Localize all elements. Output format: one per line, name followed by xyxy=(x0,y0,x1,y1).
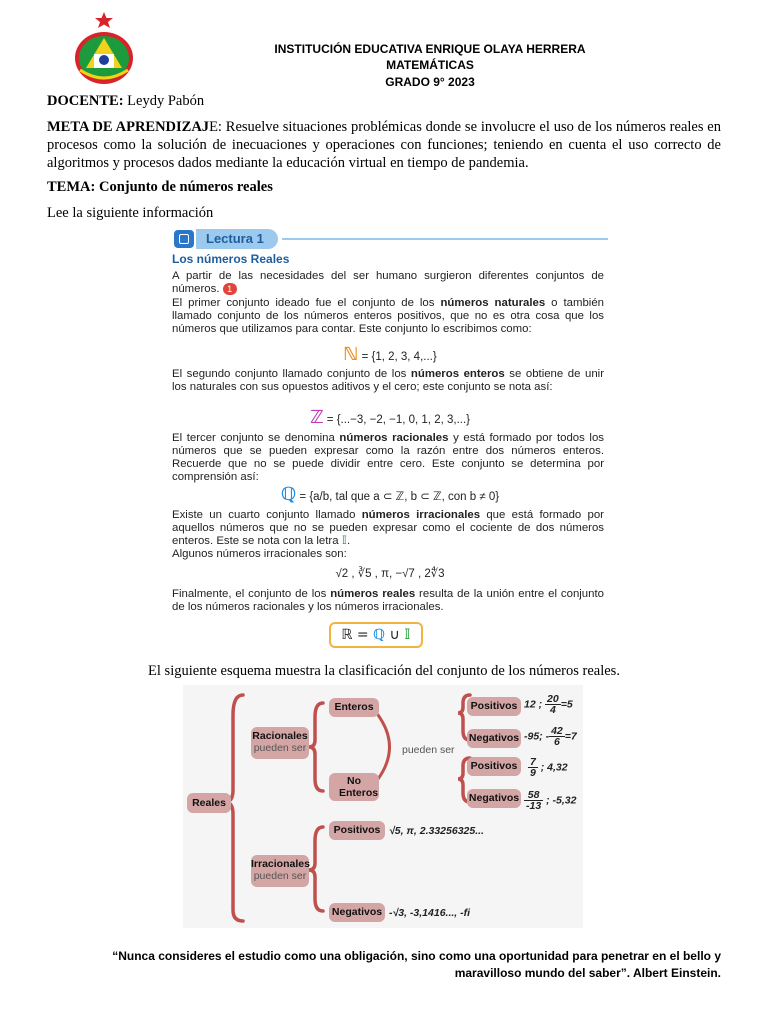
ex-eq: =7 xyxy=(564,730,577,743)
node-racionales xyxy=(251,727,309,759)
p4-b: números racionales xyxy=(339,432,449,444)
tema-label: TEMA: xyxy=(47,179,96,195)
node-enteros: Enteros xyxy=(329,698,379,717)
example-irracionales-negativos: -√3, -3,1416..., -fi xyxy=(389,907,471,919)
node-no-enteros: No Enteros xyxy=(329,773,379,801)
diagram-braces xyxy=(183,685,583,928)
p1-text: A partir de las necesidades del ser humano surgieron diferentes conjuntos de números. xyxy=(172,270,604,296)
ex-frac: $\frac{7}{9}$ xyxy=(530,756,536,779)
lectura-p3 xyxy=(172,368,604,394)
ex-eq: =5 xyxy=(560,698,573,711)
lectura-title: Lectura 1 xyxy=(196,229,278,249)
rationals-formula xyxy=(170,484,610,505)
example-no-enteros-negativos xyxy=(524,790,576,811)
irrationals-letter: 𝕀 xyxy=(341,535,347,547)
pueden-ser-arc xyxy=(378,715,390,779)
note-marker: 1 xyxy=(223,283,237,295)
ex-frac: $\frac{20}{4}$ xyxy=(547,693,559,716)
grade-line: GRADO 9° 2023 xyxy=(385,75,475,89)
tema-line xyxy=(47,178,721,196)
p5-b: números irracionales xyxy=(361,509,481,521)
node-irracionales xyxy=(251,855,309,887)
docente-value: Leydy Pabón xyxy=(123,93,205,109)
docente-label: DOCENTE: xyxy=(47,93,124,109)
school-logo xyxy=(72,10,136,86)
meta-paragraph xyxy=(47,118,721,172)
pueden-ser-label: pueden ser xyxy=(402,744,455,756)
quote-line-2: maravilloso mundo del saber”. Albert Einstein. xyxy=(454,966,721,980)
meta-text: E: Resuelve situaciones problémicas donde se involucre el uso de los números reales en procesos como la solución de inecuaciones y operaciones con funciones; teniendo en cuenta el uso correcto de algoritmos y procesos dados mediante la educación virtual en tiempo de pandemia. xyxy=(47,119,721,171)
node-enteros-positivos: Positivos xyxy=(467,697,521,716)
racionales-brace xyxy=(309,703,323,791)
reals-symbol: ℝ xyxy=(341,627,353,643)
tema-value: Conjunto de números reales xyxy=(95,179,273,195)
classification-diagram xyxy=(183,685,583,928)
p7-a: Finalmente, el conjunto de los xyxy=(172,588,331,600)
p2-c: o también llamado conjunto de los números enteros positivos, que no es otra cosa que los números que utilizamos para contar. Este conjunto lo escribimos como: xyxy=(172,297,604,335)
p3-a: El segundo conjunto llamado conjunto de los xyxy=(172,368,411,380)
p7-c: resulta de la unión entre el conjunto de los números racionales y los números irracionales. xyxy=(172,588,604,613)
irracionales-label: Irracionales xyxy=(251,858,310,870)
integers-symbol: ℤ xyxy=(309,407,324,428)
p5-a: Existe un cuarto conjunto llamado xyxy=(172,509,362,521)
lectura-subtitle: Los números Reales xyxy=(172,252,290,266)
institution-name: INSTITUCIÓN EDUCATIVA ENRIQUE OLAYA HERRERA xyxy=(274,42,586,56)
irracionales-sub: pueden ser xyxy=(253,870,307,882)
lectura-p6: Algunos números irracionales son: xyxy=(172,548,347,560)
ex-rest: ; -5,32 xyxy=(543,794,577,807)
ex-rest: ; 4,32 xyxy=(537,761,568,774)
docente-line xyxy=(47,92,721,110)
reals-i: 𝕀 xyxy=(404,627,411,643)
ex-frac: $\frac{58}{-13}$ xyxy=(526,789,542,812)
ex-a: 12 xyxy=(524,698,536,711)
p2-b: números naturales xyxy=(440,297,546,309)
node-reales: Reales xyxy=(187,793,231,813)
integers-set: = {...−3, −2, −1, 0, 1, 2, 3,...} xyxy=(326,414,470,426)
irracionales-brace xyxy=(309,827,323,911)
reals-formula-box xyxy=(329,622,423,648)
example-enteros-positivos xyxy=(524,694,573,715)
lectura-rule xyxy=(282,238,608,240)
lectura-p2 xyxy=(172,297,604,336)
meta-label: META DE APRENDIZAJ xyxy=(47,119,210,135)
reals-eq: = xyxy=(352,627,374,643)
lectura-p1 xyxy=(172,270,604,296)
reals-q: ℚ xyxy=(373,627,386,643)
schema-intro: El siguiente esquema muestra la clasificación del conjunto de los números reales. xyxy=(148,663,620,679)
intro-text: Lee la siguiente información xyxy=(47,205,214,221)
node-enteros-negativos: Negativos xyxy=(467,729,521,748)
book-icon xyxy=(174,230,194,248)
lectura-p7 xyxy=(172,588,604,614)
rationals-symbol: ℚ xyxy=(280,484,297,505)
subject-name: MATEMÁTICAS xyxy=(386,58,474,72)
p4-c: y está formado por todos los números que se pueden expresar como la razón entre dos números enteros. Recuerde que no se puede dividir entre cero. Este conjunto se determina por comprensión así: xyxy=(172,432,604,483)
integers-formula xyxy=(170,407,610,428)
example-enteros-negativos xyxy=(524,726,577,747)
reals-union: ∪ xyxy=(385,627,405,643)
ex-a: -95; - xyxy=(524,730,550,743)
ex-frac: $\frac{42}{6}$ xyxy=(551,725,563,748)
node-irracionales-positivos: Positivos xyxy=(329,821,385,840)
naturals-set: = {1, 2, 3, 4,...} xyxy=(361,351,437,363)
lectura-p5: Existe un cuarto conjunto llamado números irracionales que está formado por aquellos números que no se pueden expresar como el cociente de dos números enteros. Este se nota con la letra 𝕀. xyxy=(172,509,604,547)
p2-a: El primer conjunto ideado fue el conjunto de los xyxy=(172,297,441,309)
naturals-formula xyxy=(170,344,610,365)
lectura-card xyxy=(170,228,610,658)
example-irracionales-positivos: √5, π, 2.33256325... xyxy=(389,825,484,837)
naturals-symbol: ℕ xyxy=(343,344,359,365)
example-no-enteros-positivos xyxy=(528,757,568,778)
irrationals-examples: √2 , ∛5 , π, −√7 , 2∜3 xyxy=(335,568,445,580)
p3-c: se obtiene de unir los naturales con sus opuestos aditivos y el cero; este conjunto se nota así: xyxy=(172,368,604,393)
rationals-set: = {a/b, tal que a ⊂ ℤ, b ⊂ ℤ, con b ≠ 0} xyxy=(299,491,500,503)
p4-a: El tercer conjunto se denomina xyxy=(172,432,340,444)
lectura-header xyxy=(172,228,608,250)
ex-sep: ; xyxy=(535,698,546,711)
racionales-label: Racionales xyxy=(252,730,308,742)
node-irracionales-negativos: Negativos xyxy=(329,903,385,922)
lectura-p4 xyxy=(172,432,604,484)
p7-b: números reales xyxy=(330,588,416,600)
node-no-enteros-positivos: Positivos xyxy=(467,757,521,776)
racionales-sub: pueden ser xyxy=(253,742,307,754)
p5-c: que está formado por aquellos números que no se pueden expresar como el cociente de dos números enteros. Este se nota con la letra xyxy=(172,509,604,547)
einstein-quote xyxy=(100,948,721,982)
p3-b: números enteros xyxy=(410,368,505,380)
node-no-enteros-negativos: Negativos xyxy=(467,789,521,808)
quote-line-1: “Nunca consideres el estudio como una obligación, sino como una oportunidad para penetrar en el bello y xyxy=(112,949,721,963)
